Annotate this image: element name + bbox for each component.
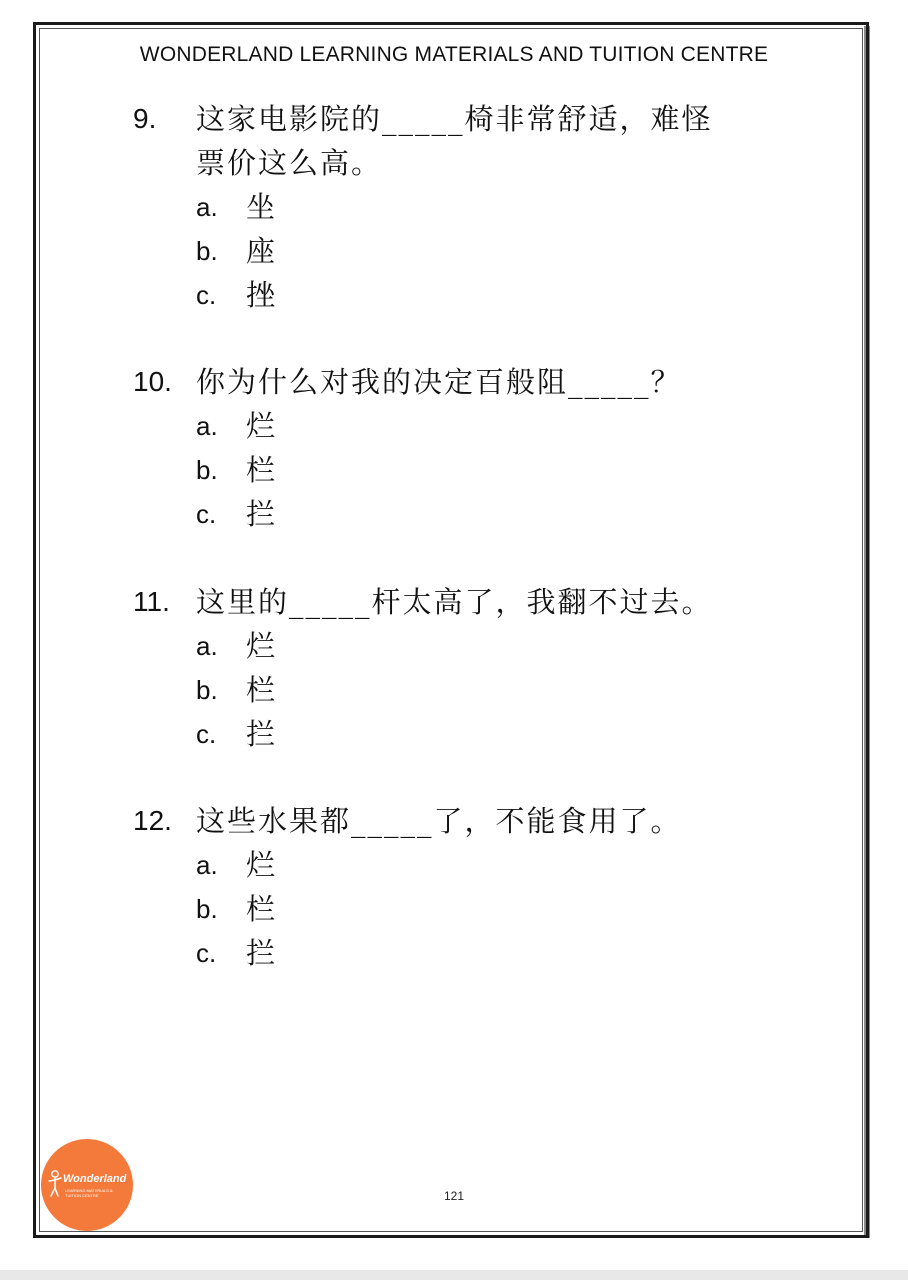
option-letter: a.	[196, 411, 218, 441]
question-number: 11.	[133, 586, 170, 617]
option-b	[0, 668, 908, 712]
option-letter: b.	[196, 894, 218, 924]
question-number: 12.	[133, 805, 172, 836]
page-number: 121	[443, 1189, 465, 1203]
question-stem	[0, 580, 908, 624]
bottom-strip	[0, 1270, 908, 1280]
option-letter: b.	[196, 675, 218, 705]
option-text: 栏	[246, 892, 276, 926]
option-letter: c.	[196, 938, 217, 968]
option-text: 烂	[246, 848, 276, 882]
logo-subtitle: LEARNING MATERIALS & TUITION CENTRE	[65, 1188, 113, 1198]
option-letter: c.	[196, 499, 217, 529]
option-a	[0, 624, 908, 668]
option-text: 座	[246, 234, 276, 268]
option-letter: c.	[196, 280, 217, 310]
wonderland-logo	[41, 1139, 133, 1231]
question-10	[0, 360, 908, 536]
option-c	[0, 492, 908, 536]
option-c	[0, 931, 908, 975]
option-b	[0, 887, 908, 931]
option-c	[0, 712, 908, 756]
option-text: 栏	[246, 673, 276, 707]
option-a	[0, 404, 908, 448]
option-text: 挫	[246, 278, 276, 312]
question-12	[0, 799, 908, 975]
option-text: 拦	[246, 717, 276, 751]
option-text: 烂	[246, 409, 276, 443]
option-letter: a.	[196, 631, 218, 661]
question-text-line2: 票价这么高。	[196, 146, 383, 180]
question-number: 10.	[133, 366, 172, 397]
option-b	[0, 229, 908, 273]
question-number: 9.	[133, 103, 157, 134]
option-a	[0, 843, 908, 887]
option-b	[0, 448, 908, 492]
question-stem	[0, 360, 908, 404]
page-header: WONDERLAND LEARNING MATERIALS AND TUITION CENTRE	[139, 43, 769, 66]
question-text-line1: 这里的_____杆太高了，我翻不过去。	[196, 585, 713, 619]
question-9	[0, 97, 908, 317]
option-letter: b.	[196, 455, 218, 485]
question-stem	[0, 799, 908, 843]
option-text: 坐	[246, 190, 276, 224]
option-letter: c.	[196, 719, 217, 749]
option-c	[0, 273, 908, 317]
question-text-line1: 这家电影院的_____椅非常舒适，难怪	[196, 102, 713, 136]
option-text: 拦	[246, 497, 276, 531]
logo-wordmark: Wonderland	[63, 1173, 127, 1185]
option-letter: a.	[196, 850, 218, 880]
option-text: 栏	[246, 453, 276, 487]
option-letter: a.	[196, 192, 218, 222]
option-a	[0, 185, 908, 229]
question-text-line1: 你为什么对我的决定百般阻_____？	[196, 365, 682, 399]
question-text-line1: 这些水果都_____了，不能食用了。	[196, 804, 682, 838]
option-text: 拦	[246, 936, 276, 970]
question-stem	[0, 97, 908, 185]
option-text: 烂	[246, 629, 276, 663]
question-11	[0, 580, 908, 756]
option-letter: b.	[196, 236, 218, 266]
